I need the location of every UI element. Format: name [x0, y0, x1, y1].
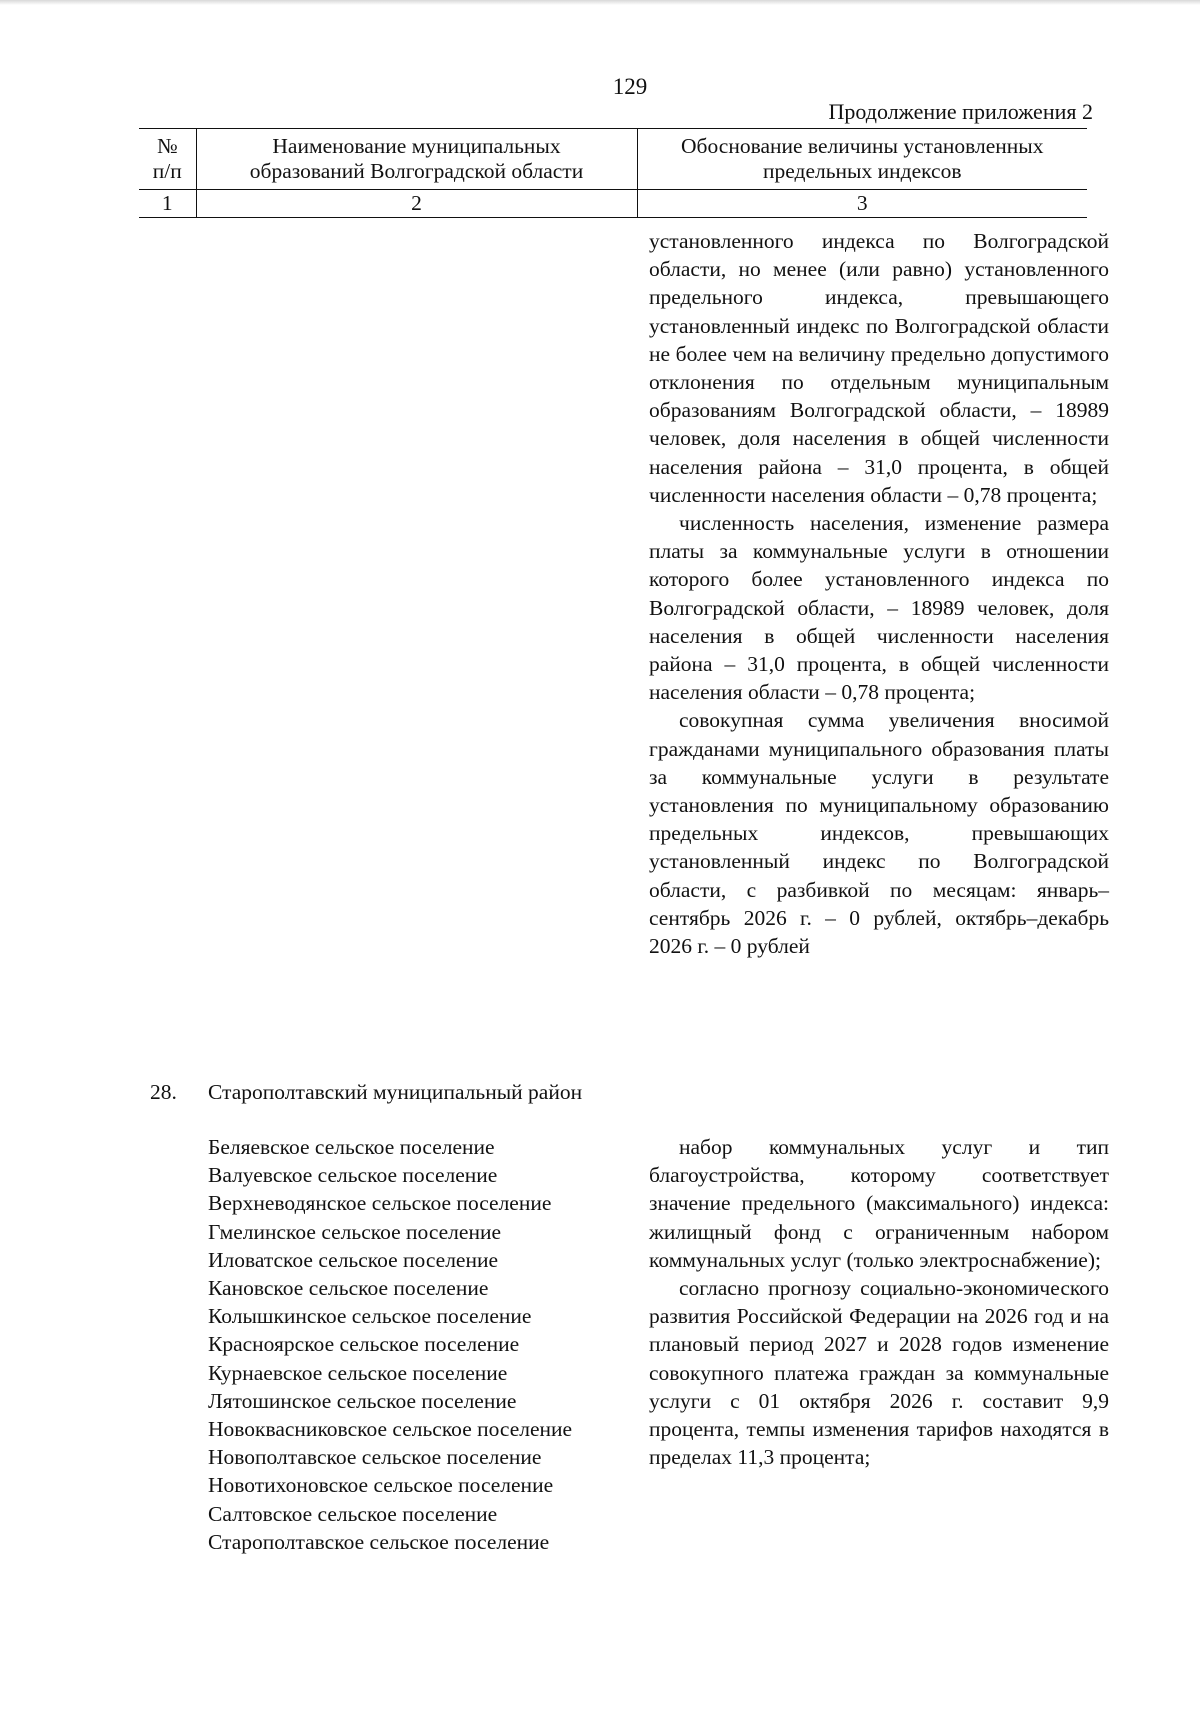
settlement-item: Новотихоновское сельское поселение [208, 1473, 554, 1498]
justification-text-bottom [649, 1133, 1109, 1471]
settlement-item: Старополтавское сельское поселение [208, 1529, 550, 1554]
settlement-list [208, 1133, 572, 1556]
settlement-item: Новоквасниковское сельское поселение [208, 1417, 573, 1442]
column-number-row [139, 190, 1087, 218]
settlement-item: Новополтавское сельское поселение [208, 1445, 542, 1470]
justification-paragraph: совокупная сумма увеличения вносимой гражданами муниципального образования платы за коммунальные услуги в результате установления по муниципальному образованию предельных индексов, превышающих установленный индекс по Волгоградской области, с разбивкой по месяцам: январь–сентябрь 2026 г. – 0 рублей, октябрь–декабрь 2026 г. – 0 рублей [649, 708, 1109, 959]
column-header-number: № п/п [139, 129, 196, 190]
settlement-item: Гмелинское сельское поселение [208, 1219, 502, 1244]
justification-paragraph: согласно прогнозу социально-экономического развития Российской Федерации на 2026 год и на плановый период 2027 и 2028 годов изменение совокупного платежа граждан за коммунальные услуги с 01 октября 2026 г. составит 9,9 процента, темпы изменения тарифов находятся в пределах 11,3 процента; [649, 1276, 1109, 1470]
settlement-item: Салтовское сельское поселение [208, 1501, 498, 1526]
justification-paragraph: набор коммунальных услуг и тип благоустройства, которому соответствует значение предельного (максимального) индекса: жилищный фонд с ограниченным набором коммунальных услуг (только электроснабжение); [649, 1135, 1109, 1272]
appendix-continuation-label: Продолжение приложения 2 [828, 99, 1093, 124]
settlement-item: Колышкинское сельское поселение [208, 1304, 532, 1329]
justification-text-top [649, 227, 1109, 960]
settlement-item: Кановское сельское поселение [208, 1276, 489, 1301]
justification-paragraph: установленного индекса по Волгоградской области, но менее (или равно) установленного предельного индекса, превышающего установленный индекс по Волгоградской области не более чем на величину предельно допустимого отклонения по отдельным муниципальным образованиям Волгоградской области, – 18989 человек, доля населения в общей численности населения района – 31,0 процента, в общей численности населения области – 0,78 процента; [649, 229, 1109, 507]
column-number-1: 1 [139, 190, 196, 218]
column-number-3: 3 [637, 190, 1087, 218]
table-header-row [139, 129, 1087, 190]
settlement-item: Валуевское сельское поселение [208, 1163, 498, 1188]
settlement-item: Беляевское сельское поселение [208, 1135, 495, 1159]
justification-paragraph: численность населения, изменение размера платы за коммунальные услуги в отношении которого более установленного индекса по Волгоградской области, – 18989 человек, доля населения в общей численности населения района – 31,0 процента, в общей численности населения области – 0,78 процента; [649, 511, 1109, 705]
settlement-item: Верхневодянское сельское поселение [208, 1191, 552, 1216]
settlement-item: Красноярское сельское поселение [208, 1332, 520, 1357]
district-number: 28. [150, 1080, 177, 1104]
settlement-item: Лятошинское сельское поселение [208, 1388, 517, 1413]
column-number-2: 2 [196, 190, 637, 218]
district-name: Старополтавский муниципальный район [208, 1080, 583, 1104]
settlement-item: Иловатское сельское поселение [208, 1247, 499, 1272]
column-header-municipality: Наименование муниципальных образований Волгоградской области [196, 129, 637, 190]
table-header [139, 128, 1087, 218]
scan-top-edge [0, 0, 1200, 5]
page-number: 129 [612, 74, 648, 99]
settlement-item: Курнаевское сельское поселение [208, 1360, 508, 1385]
column-header-justification: Обоснование величины установленных предельных индексов [637, 129, 1087, 190]
